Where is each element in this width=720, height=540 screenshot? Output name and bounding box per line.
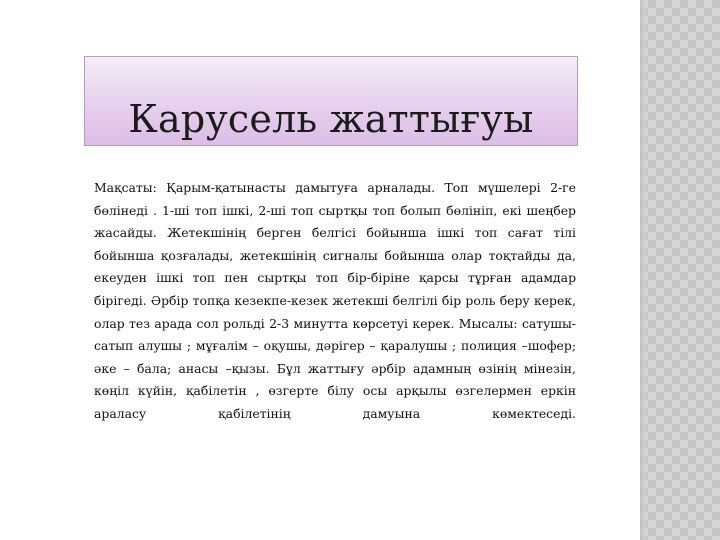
slide-body-text: Мақсаты: Қарым-қатынасты дамытуға арналады. Топ мүшелері 2-ге бөлінеді . 1-ші топ ішкі, 2-ші топ сыртқы топ болып бөлініп, екі шеңбер жасайды. Жетекшінің берген белгісі бойынша ішкі топ сағат тілі бойынша қозғалады, жетекшінің сигналы бойынша олар тоқтайды да, екеуден ішкі топ пен сыртқы топ бір-біріне қарсы тұрған адамдар бірігеді. Әрбір топқа кезекпе-кезек жетекші белгілі бір роль беру керек, олар тез арада сол рольді 2-3 минутта көрсетуі керек. Мысалы: сатушы- сатып алушы ; мұғалім – оқушы, дәрігер – қаралушы ; полиция –шофер; әке – бала; анасы –қызы. Бұл жаттығу әрбір адамның өзінің мінезін, көңіл күйін, қабілетін , өзгерте білу осы арқылы өзгелермен еркін араласу қабілетінің дамуына көмектеседі. <box>94 180 576 421</box>
decorative-side-strip <box>640 0 720 540</box>
title-box <box>84 56 578 146</box>
slide-title: Карусель жаттығуы <box>128 97 534 141</box>
